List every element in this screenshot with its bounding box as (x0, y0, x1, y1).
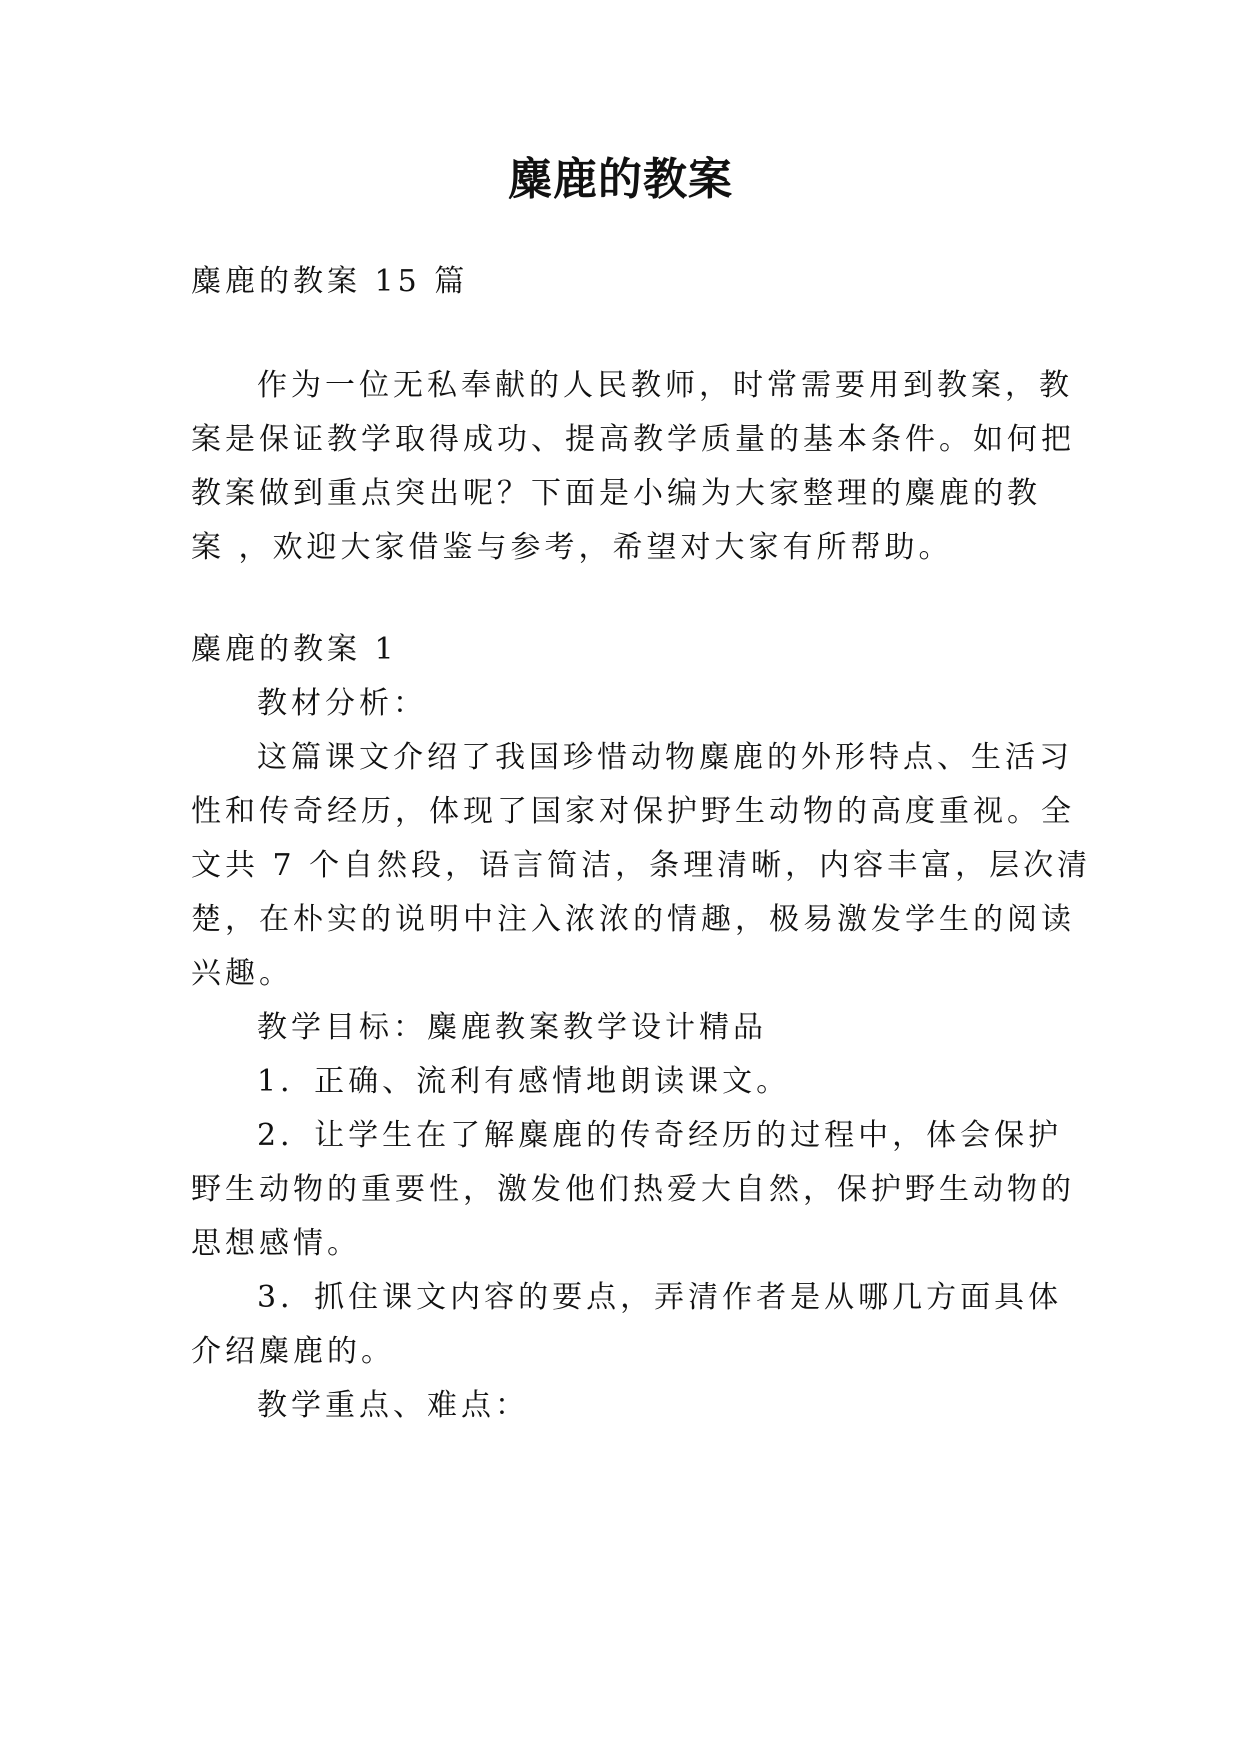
material-line: 这篇课文介绍了我国珍惜动物麋鹿的外形特点、生活习 (257, 740, 1073, 775)
goal-line: 野生动物的重要性，激发他们热爱大自然，保护野生动物的 (191, 1172, 1075, 1207)
goal-line: 2．让学生在了解麋鹿的传奇经历的过程中，体会保护 (257, 1118, 1063, 1153)
intro-line: 案 ，欢迎大家借鉴与参考，希望对大家有所帮助。 (191, 530, 953, 565)
goal-line: 1．正确、流利有感情地朗读课文。 (257, 1064, 791, 1099)
goal-line: 思想感情。 (191, 1226, 361, 1261)
intro-line: 教案做到重点突出呢？下面是小编为大家整理的麋鹿的教 (191, 476, 1041, 511)
goal-line: 3．抓住课文内容的要点，弄清作者是从哪几方面具体 (257, 1280, 1063, 1315)
page-title: 麋鹿的教案 (508, 154, 733, 205)
material-line: 楚，在朴实的说明中注入浓浓的情趣，极易激发学生的阅读 (191, 902, 1075, 937)
key-points-heading: 教学重点、难点： (257, 1388, 529, 1423)
material-heading: 教材分析： (257, 686, 427, 721)
document-subtitle: 麋鹿的教案 15 篇 (191, 264, 469, 299)
intro-line: 作为一位无私奉献的人民教师，时常需要用到教案，教 (257, 368, 1073, 403)
goal-line: 介绍麋鹿的。 (191, 1334, 395, 1369)
material-line: 文共 7 个自然段，语言简洁，条理清晰，内容丰富，层次清 (191, 848, 1092, 883)
goals-heading: 教学目标：麋鹿教案教学设计精品 (257, 1010, 767, 1045)
section-heading: 麋鹿的教案 1 (191, 632, 398, 667)
material-line: 性和传奇经历，体现了国家对保护野生动物的高度重视。全 (191, 794, 1075, 829)
material-line: 兴趣。 (191, 956, 293, 991)
intro-line: 案是保证教学取得成功、提高教学质量的基本条件。如何把 (191, 422, 1075, 457)
